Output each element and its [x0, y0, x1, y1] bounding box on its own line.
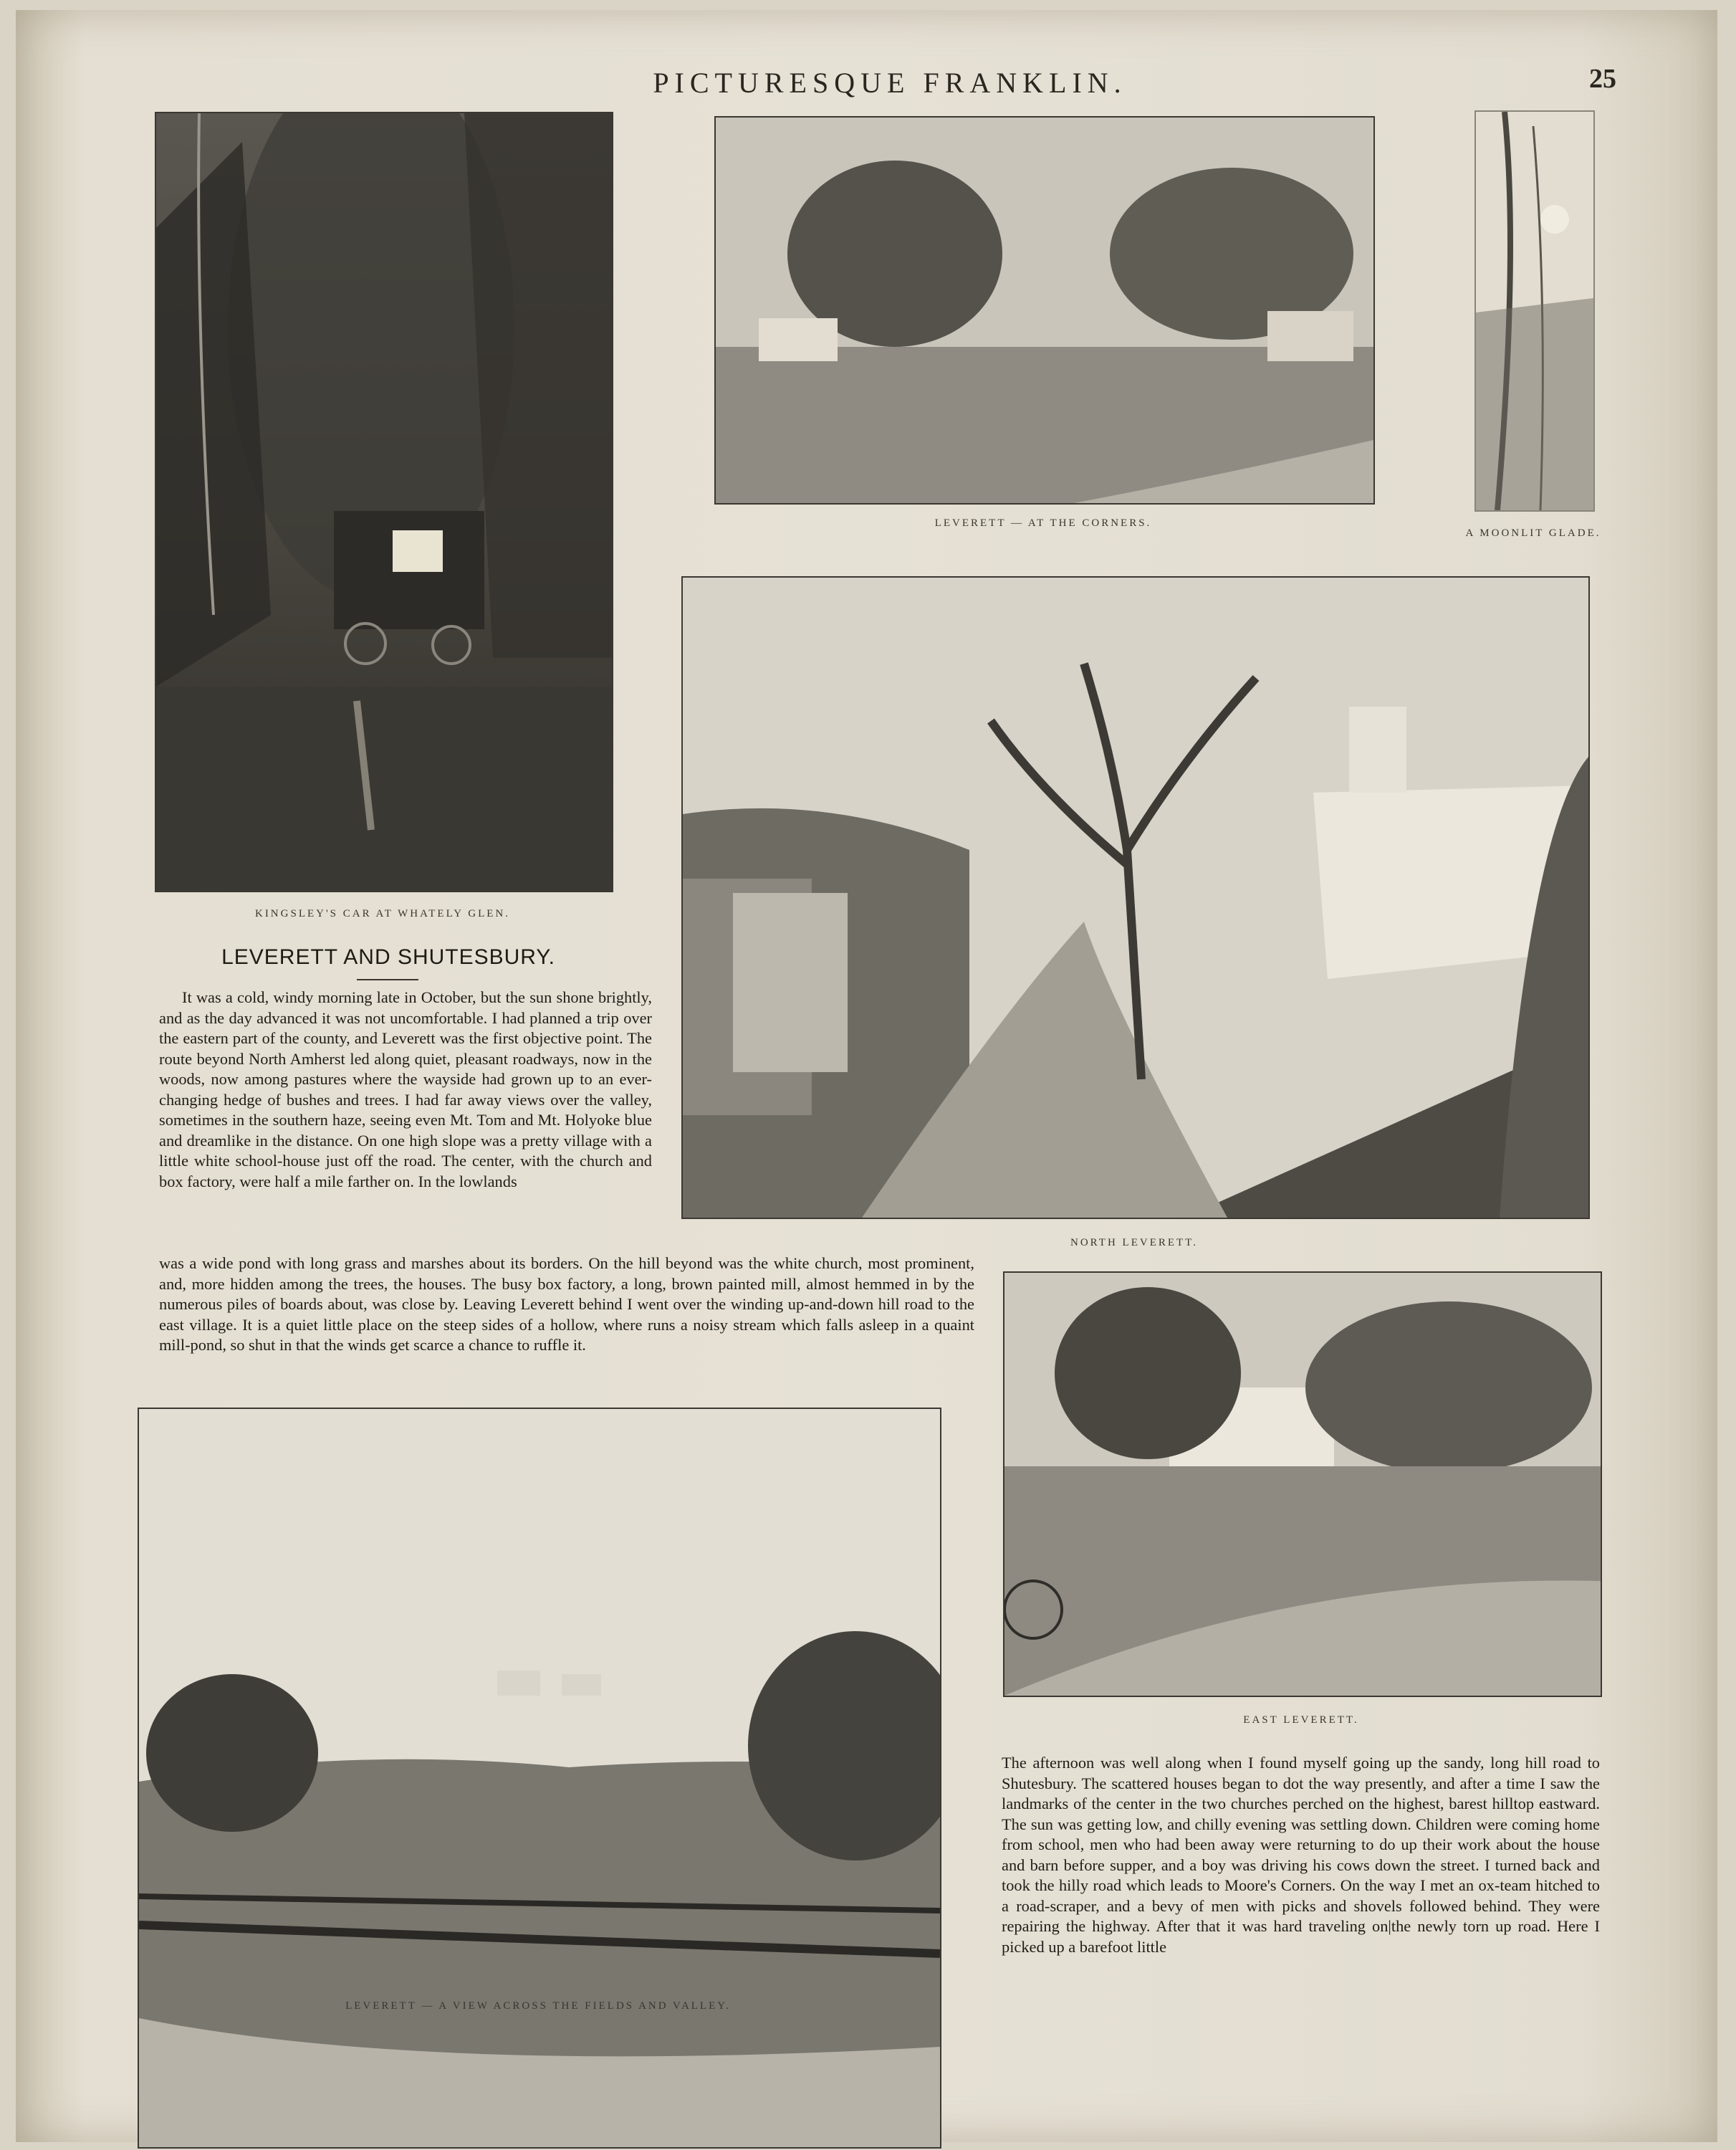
photo-leverett-valley [138, 1408, 941, 2149]
heading-rule [357, 979, 418, 980]
photo-east-leverett [1003, 1271, 1602, 1697]
north-leverett-image [683, 578, 1588, 1218]
article-paragraph-1-narrow [159, 988, 652, 1192]
east-leverett-image [1004, 1273, 1601, 1696]
caption-kingsleys-car: KINGSLEY'S CAR AT WHATELY GLEN. [254, 908, 510, 919]
photo-moonlit-glade [1474, 110, 1595, 512]
photo-north-leverett [681, 576, 1590, 1219]
caption-east-leverett: EAST LEVERETT. [1243, 1714, 1359, 1726]
article-paragraph-2 [1002, 1753, 1600, 1957]
article-heading: LEVERETT AND SHUTESBURY. [221, 945, 555, 969]
page [16, 10, 1717, 2142]
caption-leverett-valley: LEVERETT — A VIEW ACROSS THE FIELDS AND VALLEY. [345, 2000, 731, 2012]
caption-leverett-corners: LEVERETT — AT THE CORNERS. [934, 517, 1152, 529]
glade-sketch-image [1476, 112, 1593, 510]
valley-image [139, 1409, 940, 2147]
photo-kingsleys-car [155, 112, 613, 892]
page-number: 25 [1589, 64, 1616, 94]
night-scene-image [156, 113, 612, 891]
caption-moonlit-glade: A MOONLIT GLADE. [1465, 527, 1601, 539]
caption-north-leverett: NORTH LEVERETT. [1070, 1237, 1198, 1248]
paragraph-2-text: The afternoon was well along when I found myself going up the sandy, long hill road to Shutesbury. The scattered houses began to dot the way presently, and after a time I saw the landmarks of the center in the two churches perched on the highest, barest hilltop eastward. The sun was getting low, and chilly evening was settling down. Children were coming home from school, men who had been away were returning to do up their work about the house and barn before supper, and a boy was driving his cows down the street. I turned back and took the hilly road which leads to Moore's Corners. On the way I met an ox-team hitched to a road-scraper, and a bevy of men with picks and shovels followed behind. They were repairing the highway. After that it was hard traveling on|the newly torn up road. Here I picked up a barefoot little [1002, 1754, 1600, 1956]
paragraph-1-text-narrow: It was a cold, windy morning late in October, but the sun shone brightly, and as the day advanced it was not uncomfortable. I had planned a trip over the eastern part of the county, and Leverett was the first objective point. The route beyond North Amherst led along quiet, pleasant roadways, now in the woods, now among pastures where the wayside had grown up to an ever-changing hedge of bushes and trees. I had far away views over the valley, sometimes in the southern haze, seeing even Mt. Tom and Mt. Holyoke blue and dreamlike in the distance. On one high slope was a pretty village with a little white school-house just off the road. The center, with the church and box factory, were half a mile farther on. In the lowlands [159, 988, 652, 1190]
paragraph-1-text-wide: was a wide pond with long grass and marshes about its borders. On the hill beyond was the white church, most prominent, and, more hidden among the trees, the houses. The busy box factory, a long, brown painted mill, almost hemmed in by the numerous piles of boards about, was close by. Leaving Leverett behind I went over the winding up-and-down hill road to the east village. It is a quiet little place on the steep sides of a hollow, where runs a noisy stream which falls asleep in a quaint mill-pond, so shut in that the winds get scarce a chance to ruffle it. [159, 1254, 974, 1354]
photo-leverett-corners [714, 116, 1375, 505]
running-header: PICTURESQUE FRANKLIN. [653, 67, 1127, 99]
article-paragraph-1-wide [159, 1253, 974, 1356]
corners-image [716, 118, 1373, 503]
